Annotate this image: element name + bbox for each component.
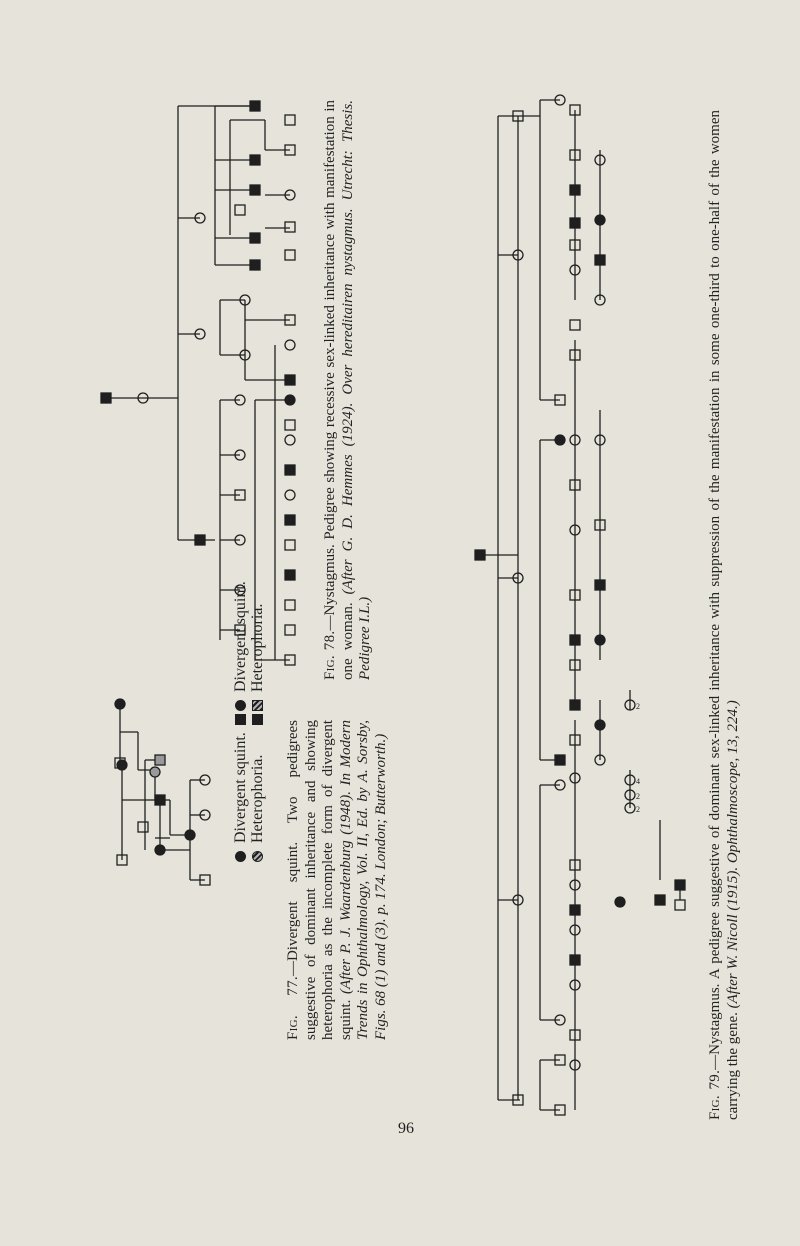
sibship-count: 2: [636, 805, 640, 814]
sibship-count: 2: [636, 702, 640, 711]
legend-heterophoria-2: Heterophoria.: [249, 525, 266, 725]
page-number: 96: [398, 1120, 414, 1137]
fig77-pedigree-right: [122, 760, 205, 880]
fig77-legend-left: [232, 732, 266, 862]
legend-divergent-squint: Divergent squint.: [232, 742, 249, 862]
legend-divergent-squint-2: Divergent squint.: [232, 525, 249, 725]
sibship-count: 2: [636, 792, 640, 801]
filled-square-icon: [252, 714, 263, 725]
filled-square-icon: [235, 714, 246, 725]
fig79-text: —Nystagmus. A pedigree suggestive of dominant sex-linked inheritance with suppression of the manifestation in some one-third to one-half of the women carrying the gene.: [707, 110, 741, 1120]
fig77-text: —Divergent squint. Two pedigrees suggestive of dominant inheritance and showing heterophoria as the incomplete form of divergent squint.: [285, 719, 354, 1040]
fig77-label: Fig. 77.: [285, 976, 301, 1040]
fig78-citation: (After G. D. Hemmes (1924). Over hereditairen nystagmus. Utrecht: Thesis. Pedigree I.L.): [339, 99, 373, 680]
fig77-caption: [285, 720, 390, 1040]
sibship-count: 4: [636, 777, 640, 786]
fig79-label: Fig. 79.: [707, 1069, 723, 1120]
fig77-legend-right: [232, 525, 266, 725]
hatched-square-icon: [252, 700, 263, 711]
fig78-caption: [322, 100, 375, 680]
filled-circle-icon: [235, 851, 246, 862]
filled-circle-icon: [235, 700, 246, 711]
fig78-label: Fig. 78.: [322, 630, 338, 680]
legend-heterophoria: Heterophoria.: [249, 742, 266, 862]
fig79-caption: [707, 110, 742, 1120]
hatched-circle-icon: [252, 851, 263, 862]
fig79-citation: (After W. Nicoll (1915). Ophthalmoscope, 13, 224.): [724, 700, 741, 1009]
fig77-citation: (After P. J. Waardenburg (1948). In Modern Trends in Ophthalmology, Vol. II, Ed. by A. Sorsby, Figs. 68 (1) and (3). p. 174. London; Butterworth.): [337, 719, 389, 1040]
fig78-text: —Nystagmus. Pedigree showing recessive sex-linked inheritance with manifestation in one woman.: [322, 100, 356, 680]
